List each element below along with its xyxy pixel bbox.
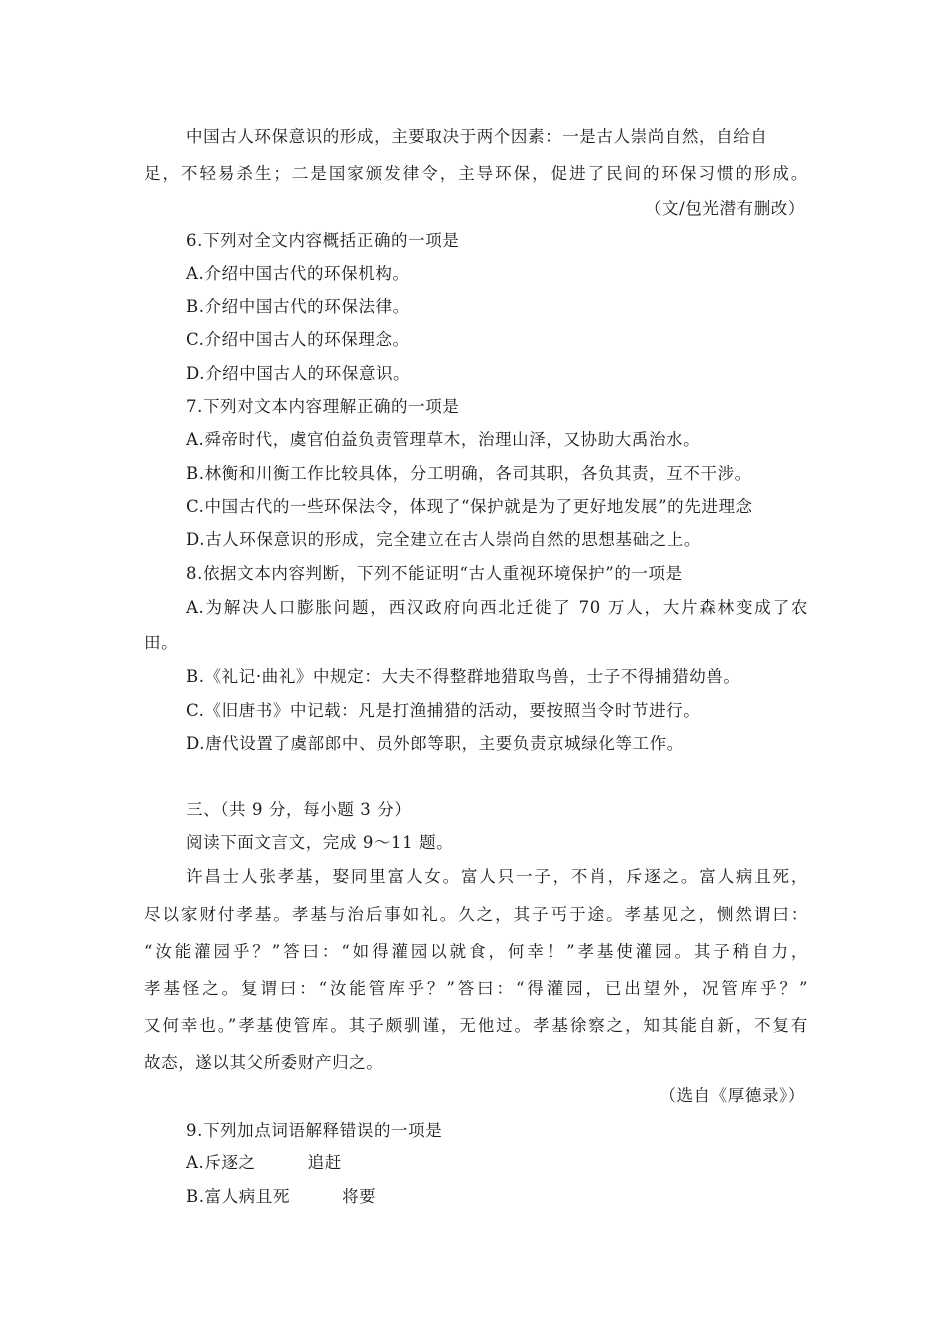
question-9-option-a [186, 1153, 342, 1173]
option-label: B.富人病且死 [186, 1187, 291, 1206]
section-3-heading: 三、（共 9 分，每小题 3 分） [186, 800, 412, 819]
question-7-option: B.林衡和川衡工作比较具体，分工明确，各司其职，各负其责，互不干涉。 [186, 464, 752, 483]
question-7-option: D.古人环保意识的形成，完全建立在古人崇尚自然的思想基础之上。 [186, 530, 701, 549]
classical-text-source: （选自《厚德录》） [659, 1086, 805, 1105]
option-label: A.斥逐之 [186, 1153, 256, 1172]
question-8-option: D.唐代设置了虞部郎中、员外郎等职，主要负责京城绿化等工作。 [186, 734, 684, 753]
passage-paragraph-line: 中国古人环保意识的形成，主要取决于两个因素：一是古人崇尚自然，自给自 [186, 127, 768, 146]
question-7-stem: 7.下列对文本内容理解正确的一项是 [186, 397, 460, 416]
question-8-stem: 8.依据文本内容判断，下列不能证明“古人重视环境保护”的一项是 [186, 564, 683, 583]
classical-text-line: 故态，遂以其父所委财产归之。 [144, 1053, 384, 1072]
classical-text-line: 孝基怪之。复谓曰：“汝能管库乎？”答曰：“得灌园，已出望外，况管库乎？” [144, 979, 808, 998]
question-6-option: C.介绍中国古人的环保理念。 [186, 330, 410, 349]
question-8-option-a-cont: 田。 [144, 633, 179, 652]
section-3-instruction: 阅读下面文言文，完成 9～11 题。 [186, 833, 454, 852]
option-gloss: 将要 [342, 1187, 377, 1206]
question-9-option-b [186, 1187, 376, 1207]
passage-paragraph-line: 足，不轻易杀生；二是国家颁发律令，主导环保，促进了民间的环保习惯的形成。 [144, 164, 808, 183]
question-6-option: B.介绍中国古代的环保法律。 [186, 297, 410, 316]
question-7-option: C.中国古代的一些环保法令，体现了“保护就是为了更好地发展”的先进理念 [186, 497, 753, 516]
question-7-option: A.舜帝时代，虞官伯益负责管理草木，治理山泽，又协助大禹治水。 [186, 430, 701, 449]
option-gloss: 追赶 [307, 1153, 342, 1172]
question-9-stem: 9.下列加点词语解释错误的一项是 [186, 1121, 443, 1140]
question-8-option: C.《旧唐书》中记载：凡是打渔捕猎的活动，要按照当令时节进行。 [186, 701, 701, 720]
passage-source: （文/包光潜有删改） [644, 199, 805, 218]
classical-text-line: 又何幸也。”孝基使管库。其子颇驯谨，无他过。孝基徐察之，知其能自新，不复有 [144, 1016, 808, 1035]
classical-text-line: 许昌士人张孝基，娶同里富人女。富人只一子，不肖，斥逐之。富人病且死， [186, 867, 808, 886]
question-6-stem: 6.下列对全文内容概括正确的一项是 [186, 231, 460, 250]
question-8-option-a: A.为解决人口膨胀问题，西汉政府向西北迁徙了 70 万人，大片森林变成了农 [186, 598, 808, 617]
question-8-option: B.《礼记·曲礼》中规定：大夫不得整群地猎取鸟兽，士子不得捕猎幼兽。 [186, 667, 741, 686]
question-6-option: A.介绍中国古代的环保机构。 [186, 264, 410, 283]
question-6-option: D.介绍中国古人的环保意识。 [186, 364, 411, 383]
classical-text-line: 尽以家财付孝基。孝基与治后事如礼。久之，其子丐于途。孝基见之，恻然谓曰： [144, 905, 808, 924]
classical-text-line: “汝能灌园乎？”答曰：“如得灌园以就食，何幸！”孝基使灌园。其子稍自力， [144, 942, 808, 961]
